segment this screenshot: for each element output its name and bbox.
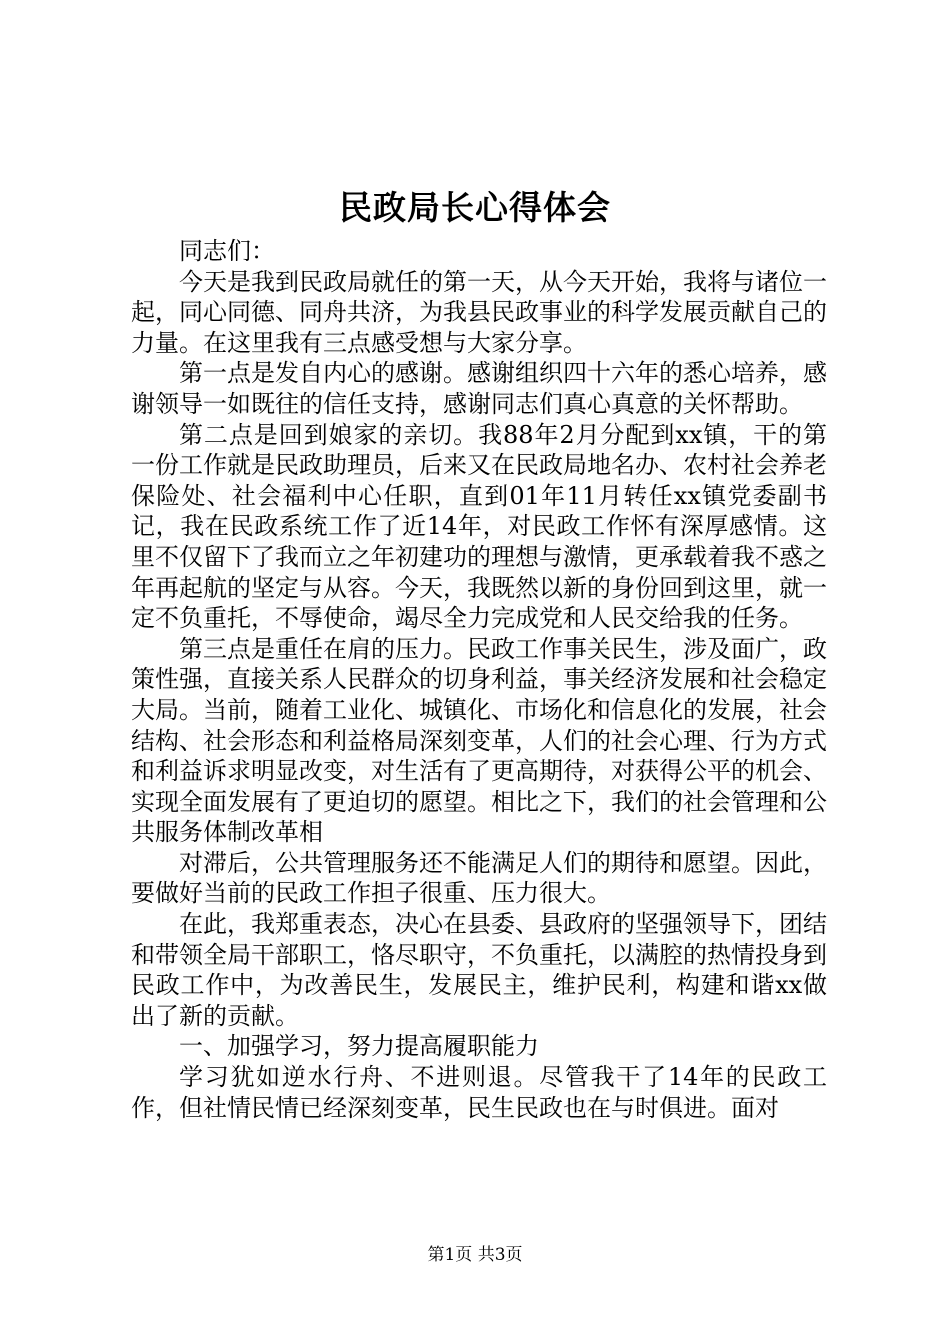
page-number-footer: 第1页 共3页 bbox=[427, 1245, 523, 1265]
body-paragraph: 在此，我郑重表态，决心在县委、县政府的坚强领导下，团结和带领全局干部职工，恪尽职守，不负重托，以满腔的热情投身到民政工作中，为改善民生，发展民主，维护民利，构建和谐xx做出了新的贡献。 bbox=[131, 910, 827, 1030]
body-paragraph: 对滞后，公共管理服务还不能满足人们的期待和愿望。因此，要做好当前的民政工作担子很重、压力很大。 bbox=[131, 848, 827, 908]
body-paragraph: 第二点是回到娘家的亲切。我88年2月分配到xx镇，干的第一份工作就是民政助理员，后来又在民政局地名办、农村社会养老保险处、社会福利中心任职，直到01年11月转任xx镇党委副书记，我在民政系统工作了近14年，对民政工作怀有深厚感情。这里不仅留下了我而立之年初建功的理想与激情，更承载着我不惑之年再起航的坚定与从容。今天，我既然以新的身份回到这里，就一定不负重托，不辱使命，竭尽全力完成党和人民交给我的任务。 bbox=[131, 420, 827, 633]
body-paragraph: 第一点是发自内心的感谢。感谢组织四十六年的悉心培养，感谢领导一如既往的信任支持，感谢同志们真心真意的关怀帮助。 bbox=[131, 359, 827, 418]
section-heading: 一、加强学习，努力提高履职能力 bbox=[179, 1032, 539, 1061]
document-body bbox=[131, 236, 827, 1123]
body-paragraph: 第三点是重任在肩的压力。民政工作事关民生，涉及面广，政策性强，直接关系人民群众的切身利益，事关经济发展和社会稳定大局。当前，随着工业化、城镇化、市场化和信息化的发展，社会结构、社会形态和利益格局深刻变革，人们的社会心理、行为方式和利益诉求明显改变，对生活有了更高期待，对获得公平的机会、实现全面发展有了更迫切的愿望。相比之下，我们的社会管理和公共服务体制改革相 bbox=[131, 634, 827, 847]
greeting-paragraph: 同志们： bbox=[179, 237, 275, 265]
body-paragraph: 学习犹如逆水行舟、不进则退。尽管我干了14年的民政工作，但社情民情已经深刻变革，民生民政也在与时俱进。面对 bbox=[131, 1063, 827, 1122]
body-paragraph: 今天是我到民政局就任的第一天，从今天开始，我将与诸位一起，同心同德、同舟共济，为我县民政事业的科学发展贡献自己的力量。在这里我有三点感受想与大家分享。 bbox=[131, 267, 827, 357]
document-title: 民政局长心得体会 bbox=[339, 188, 611, 227]
